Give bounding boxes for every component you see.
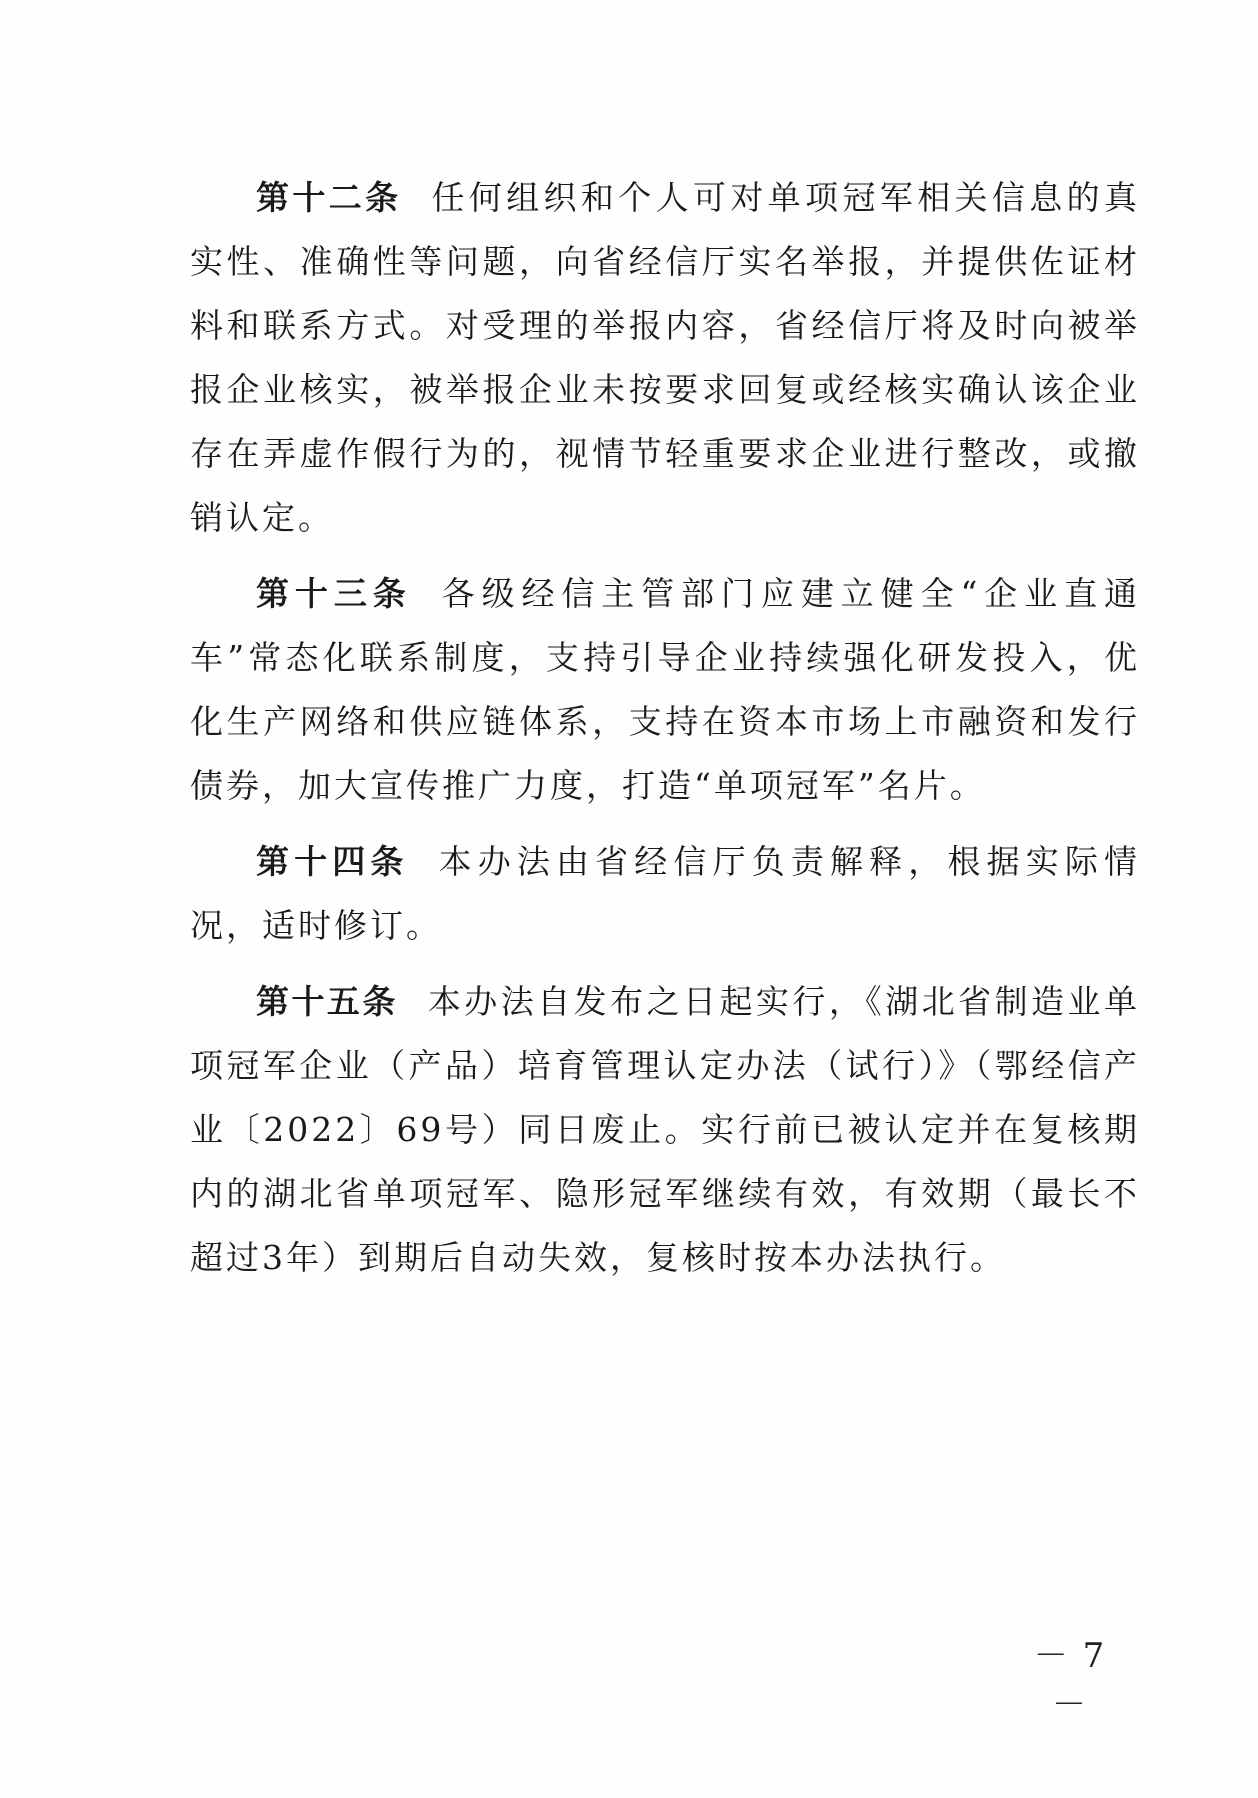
document-body — [190, 166, 1140, 1302]
article-text: 本办法自发布之日起实行，《湖北省制造业单项冠军企业（产品）培育管理认定办法（试行）》（鄂经信产业〔2022〕69号）同日废止。实行前已被认定并在复核期内的湖北省单项冠军、隐形冠军继续有效，有效期（最长不超过3年）到期后自动失效，复核时按本办法执行。 — [190, 982, 1141, 1277]
article-number: 第十二条 — [256, 178, 402, 217]
article-text: 本办法由省经信厅负责解释，根据实际情况，适时修订。 — [190, 842, 1141, 945]
article-number: 第十四条 — [256, 842, 409, 881]
article-14 — [190, 830, 1140, 958]
article-12 — [190, 166, 1140, 550]
article-paragraph — [190, 830, 1140, 958]
page-number: － 7 － — [1033, 1636, 1107, 1725]
article-13 — [190, 562, 1140, 818]
article-number: 第十五条 — [256, 982, 398, 1021]
article-paragraph — [190, 166, 1140, 550]
article-text: 各级经信主管部门应建立健全“企业直通车”常态化联系制度，支持引导企业持续强化研发投入，优化生产网络和供应链体系，支持在资本市场上市融资和发行债券，加大宣传推广力度，打造“单项冠军”名片。 — [190, 574, 1141, 805]
article-text: 任何组织和个人可对单项冠军相关信息的真实性、准确性等问题，向省经信厅实名举报，并提供佐证材料和联系方式。对受理的举报内容，省经信厅将及时向被举报企业核实，被举报企业未按要求回复或经核实确认该企业存在弄虚作假行为的，视情节轻重要求企业进行整改，或撤销认定。 — [190, 178, 1141, 537]
article-number: 第十三条 — [256, 574, 412, 613]
article-15 — [190, 970, 1140, 1290]
article-paragraph — [190, 562, 1140, 818]
article-paragraph — [190, 970, 1140, 1290]
